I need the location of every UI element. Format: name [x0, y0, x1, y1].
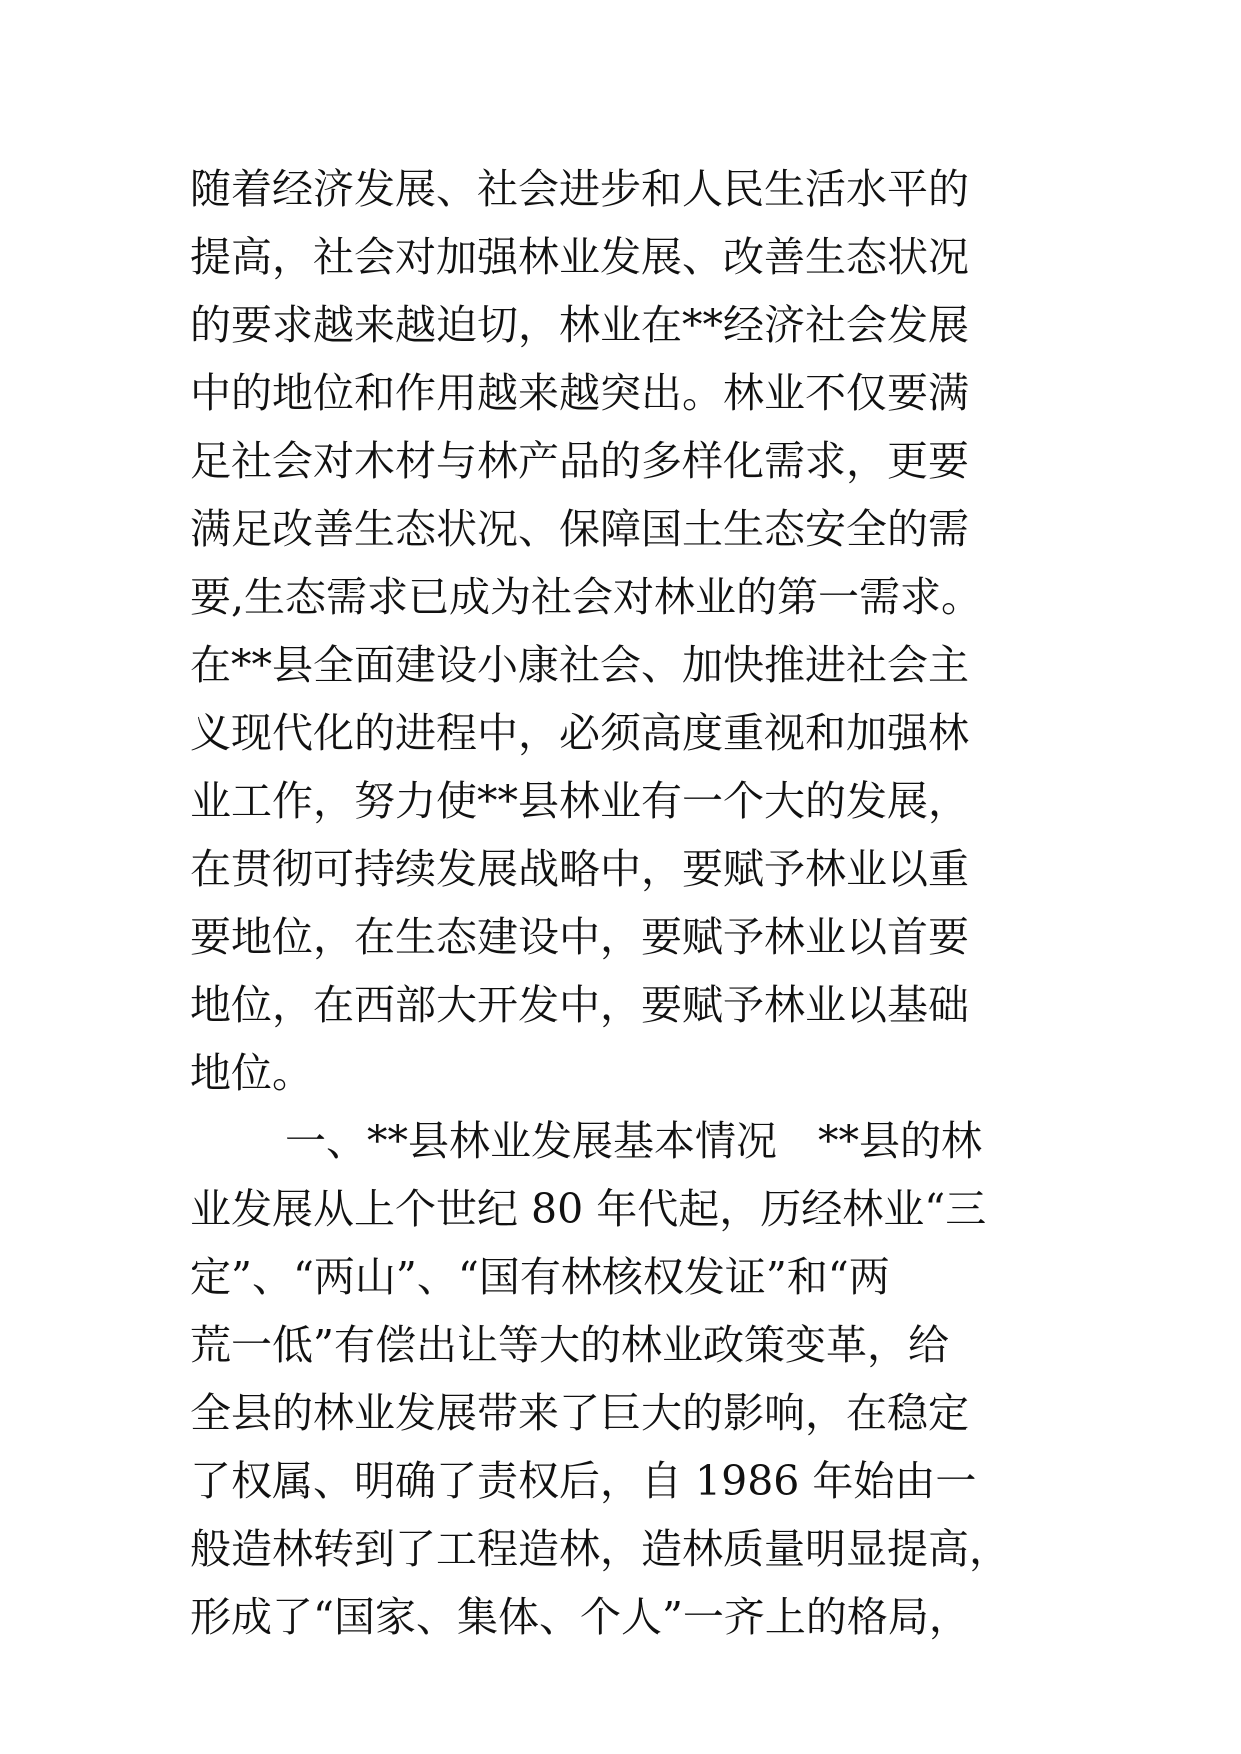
text-line: 定”、“两山”、“国有林核权发证”和“两	[190, 1253, 890, 1301]
text-line: 中的地位和作用越来越突出。林业不仅要满	[190, 369, 969, 417]
text-line: 足社会对木材与林产品的多样化需求，更要	[190, 437, 969, 485]
text-line: 提高，社会对加强林业发展、改善生态状况	[190, 233, 969, 281]
text-line: 了权属、明确了责权后，自 1986 年始由一	[190, 1457, 977, 1505]
body-text	[190, 155, 1070, 1651]
text-line: 的要求越来越迫切，林业在**经济社会发展	[190, 301, 969, 349]
text-line: 全县的林业发展带来了巨大的影响，在稳定	[190, 1389, 969, 1437]
text-line: 业工作，努力使**县林业有一个大的发展，	[190, 777, 969, 825]
section-heading-line: 一、**县林业发展基本情况 **县的林	[285, 1117, 982, 1165]
text-line: 要,生态需求已成为社会对林业的第一需求。	[190, 573, 983, 621]
text-line: 形成了“国家、集体、个人”一齐上的格局，	[190, 1593, 970, 1641]
text-line: 业发展从上个世纪 80 年代起，历经林业“三	[190, 1185, 987, 1233]
text-line: 满足改善生态状况、保障国土生态安全的需	[190, 505, 969, 553]
text-line: 地位。	[190, 1049, 313, 1097]
text-line: 在贯彻可持续发展战略中，要赋予林业以重	[190, 845, 969, 893]
text-line: 义现代化的进程中，必须高度重视和加强林	[190, 709, 969, 757]
text-line: 地位，在西部大开发中，要赋予林业以基础	[190, 981, 969, 1029]
text-line: 般造林转到了工程造林，造林质量明显提高，	[190, 1525, 1010, 1573]
text-line: 荒一低”有偿出让等大的林业政策变革，给	[190, 1321, 949, 1369]
text-line: 在**县全面建设小康社会、加快推进社会主	[190, 641, 969, 689]
text-line: 要地位，在生态建设中，要赋予林业以首要	[190, 913, 969, 961]
text-line: 随着经济发展、社会进步和人民生活水平的	[190, 165, 969, 213]
